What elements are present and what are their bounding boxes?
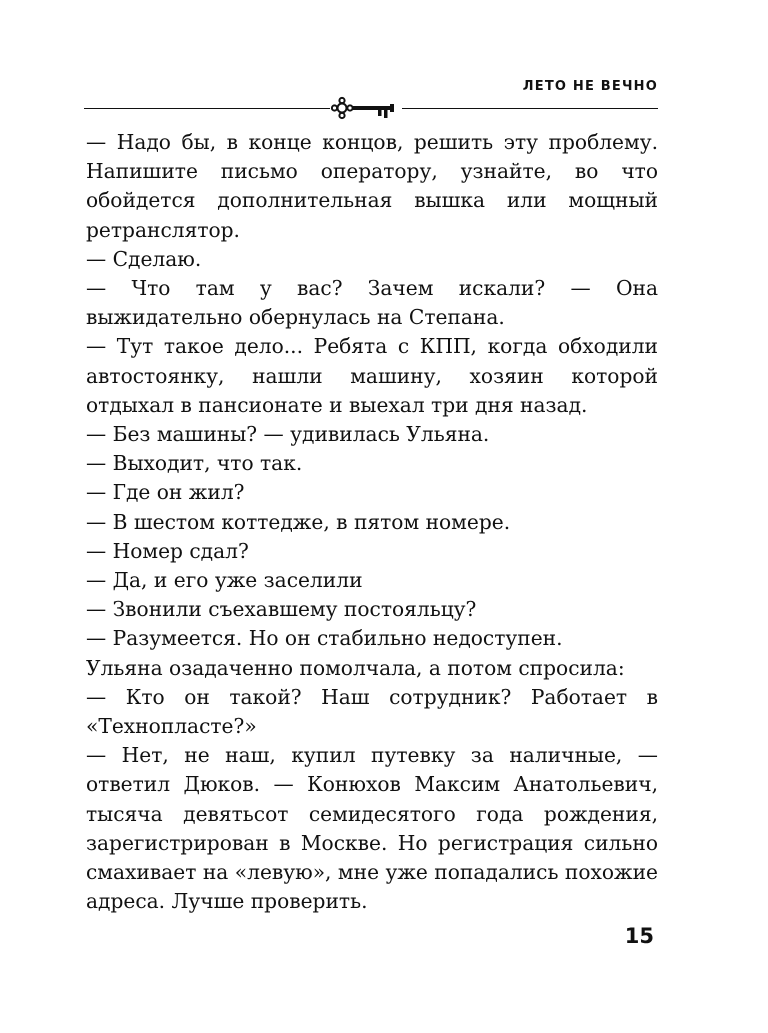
paragraph: — Что там у вас? Зачем искали? — Она выжидательно обернулась на Степана.: [86, 276, 658, 330]
paragraph: Ульяна озадаченно помолчала, а потом спросила:: [86, 655, 625, 680]
paragraph: — Сделаю.: [86, 246, 202, 271]
paragraph: — Разумеется. Но он стабильно недоступен.: [86, 626, 563, 651]
paragraph: — Надо бы, в конце концов, решить эту проблему. Напишите письмо оператору, узнайте, во что обойдется дополнительная вышка или мощный ретранслятор.: [86, 130, 658, 242]
page-number: 15: [624, 924, 654, 948]
paragraph: — Тут такое дело... Ребята с КПП, когда обходили автостоянку, нашли машину, хозяин которой отдыхал в пансионате и выехал три дня назад.: [86, 334, 658, 417]
paragraph: — Нет, не наш, купил путевку за наличные, — ответил Дюков. — Конюхов Максим Анатольевич, тысяча девятьсот семидесятого года рождения, зарегистрирован в Москве. Но регистрация сильно смахивает на «левую», мне уже попадались похожие адреса. Лучше проверить.: [86, 743, 658, 914]
paragraph: — Номер сдал?: [86, 538, 249, 563]
running-title: ЛЕТО НЕ ВЕЧНО: [522, 79, 658, 94]
paragraph: — Кто он такой? Наш сотрудник? Работает в «Технопласте?»: [86, 684, 658, 739]
paragraph: — Да, и его уже заселили: [86, 568, 363, 593]
paragraph: — Выходит, что так.: [86, 451, 303, 476]
key-icon: [330, 96, 402, 120]
paragraph: — В шестом коттедже, в пятом номере.: [86, 509, 511, 534]
paragraph: — Где он жил?: [86, 480, 245, 505]
body-text: [86, 128, 658, 916]
paragraph: — Звонили съехавшему постояльцу?: [86, 597, 477, 622]
paragraph: — Без машины? — удивилась Ульяна.: [86, 422, 490, 447]
